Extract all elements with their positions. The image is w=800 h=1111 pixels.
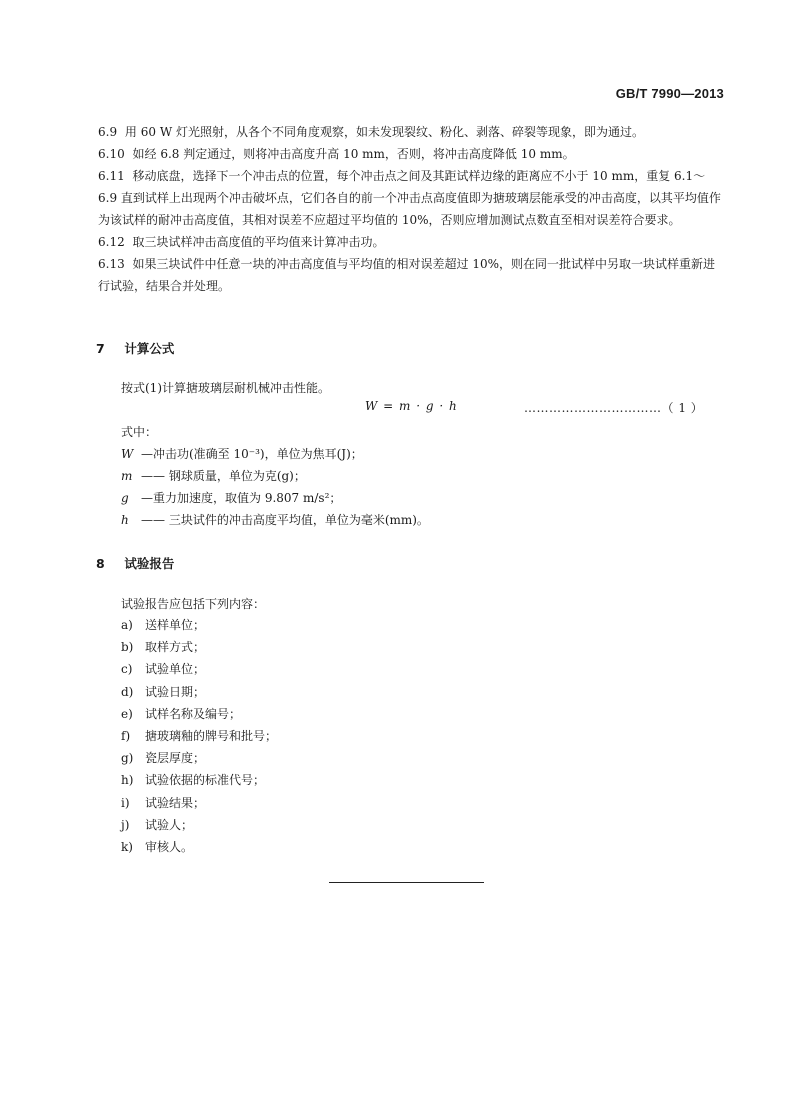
item-text: 试验依据的标准代号； xyxy=(145,773,266,788)
end-of-document-rule xyxy=(329,882,484,883)
list-item xyxy=(121,703,277,725)
list-item xyxy=(121,792,277,814)
variable-row xyxy=(121,487,429,509)
variable-row xyxy=(121,509,429,531)
item-letter: f) xyxy=(121,728,131,743)
clause-text: 移动底盘，选择下一个冲击点的位置，每个冲击点之间及其距试样边缘的距离应不小于 10 mm，重复 6.1～6.9 直到试样上出现两个冲击破坏点，它们各自的前一个冲击点高度值即为搪玻璃层能承受的冲击高度，以其平均值作为该试样的耐冲击高度值，其相对误差不应超过平均值的 10%，否则应增加测试点数直至相对误差符合要求。 xyxy=(98,169,721,227)
variable-definitions xyxy=(121,421,429,531)
clause-text: 如果三块试件中任意一块的冲击高度值与平均值的相对误差超过 10%，则在同一批试样中另取一块试样重新进行试验，结果合并处理。 xyxy=(98,257,716,293)
item-text: 试验日期； xyxy=(145,684,206,699)
variable-symbol: h xyxy=(121,513,129,527)
clause-6-11 xyxy=(98,165,724,231)
clause-6-9 xyxy=(98,121,724,143)
clause-number: 6.12 xyxy=(98,235,125,249)
section-number: 7 xyxy=(96,341,105,356)
variable-row xyxy=(121,443,429,465)
item-text: 瓷层厚度； xyxy=(145,751,206,766)
item-letter: e) xyxy=(121,706,133,721)
formula-intro: 按式(1)计算搪玻璃层耐机械冲击性能。 xyxy=(121,381,330,395)
list-item xyxy=(121,636,277,658)
where-label: 式中： xyxy=(121,425,158,439)
variable-symbol: g xyxy=(121,491,129,505)
item-text: 试样名称及编号； xyxy=(145,706,242,721)
item-letter: c) xyxy=(121,662,133,677)
clause-number: 6.10 xyxy=(98,147,125,161)
item-letter: d) xyxy=(121,684,134,699)
list-item xyxy=(121,836,277,858)
item-text: 试验单位； xyxy=(145,662,206,677)
formula-line xyxy=(0,399,800,421)
item-text: 送样单位； xyxy=(145,618,206,632)
item-letter: a) xyxy=(121,618,133,632)
section-number: 8 xyxy=(96,556,105,571)
variable-symbol: m xyxy=(121,469,133,483)
report-items xyxy=(121,614,277,858)
list-item xyxy=(121,725,277,747)
variable-description: —— 三块试件的冲击高度平均值，单位为毫米(mm)。 xyxy=(141,513,429,527)
clause-6-13 xyxy=(98,253,724,297)
variable-description: —冲击功(准确至 10⁻³)，单位为焦耳(J)； xyxy=(141,447,363,461)
item-letter: h) xyxy=(121,773,134,788)
section-7-heading xyxy=(96,339,174,357)
clause-number: 6.9 xyxy=(98,125,118,139)
clause-6-10 xyxy=(98,143,724,165)
list-item xyxy=(121,814,277,836)
item-letter: k) xyxy=(121,839,133,854)
clause-text: 如经 6.8 判定通过，则将冲击高度升高 10 mm，否则，将冲击高度降低 10 mm。 xyxy=(132,147,575,161)
item-text: 搪玻璃釉的牌号和批号； xyxy=(145,728,278,743)
item-text: 试验结果； xyxy=(145,795,206,810)
item-letter: j) xyxy=(121,817,130,832)
section-title: 试验报告 xyxy=(124,556,175,571)
clause-number: 6.13 xyxy=(98,257,125,271)
clause-text: 取三块试样冲击高度值的平均值来计算冲击功。 xyxy=(132,235,385,249)
section-title: 计算公式 xyxy=(124,341,175,356)
list-item xyxy=(121,747,277,769)
variable-symbol: W xyxy=(121,447,134,461)
list-item xyxy=(121,769,277,791)
list-item xyxy=(121,614,277,636)
clause-number: 6.11 xyxy=(98,169,125,183)
variable-row xyxy=(121,465,429,487)
formula: W = m · g · h xyxy=(365,399,458,413)
standard-code: GB/T 7990—2013 xyxy=(615,86,724,101)
formula-reference: ……………………………（ 1 ） xyxy=(524,401,704,415)
list-item xyxy=(121,658,277,680)
item-text: 取样方式； xyxy=(145,640,206,655)
clause-list xyxy=(98,121,724,297)
item-text: 试验人； xyxy=(145,817,194,832)
item-letter: i) xyxy=(121,795,130,810)
item-text: 审核人。 xyxy=(145,839,194,854)
item-letter: b) xyxy=(121,640,134,655)
list-item xyxy=(121,681,277,703)
variable-description: —重力加速度，取值为 9.807 m/s²； xyxy=(141,491,342,505)
report-intro: 试验报告应包括下列内容： xyxy=(121,597,266,611)
clause-6-12 xyxy=(98,231,724,253)
clause-text: 用 60 W 灯光照射，从各个不同角度观察，如未发现裂纹、粉化、剥落、碎裂等现象，即为通过。 xyxy=(124,125,644,139)
item-letter: g) xyxy=(121,751,134,766)
variable-description: —— 钢球质量，单位为克(g)； xyxy=(141,469,306,483)
section-8-heading xyxy=(96,554,174,572)
